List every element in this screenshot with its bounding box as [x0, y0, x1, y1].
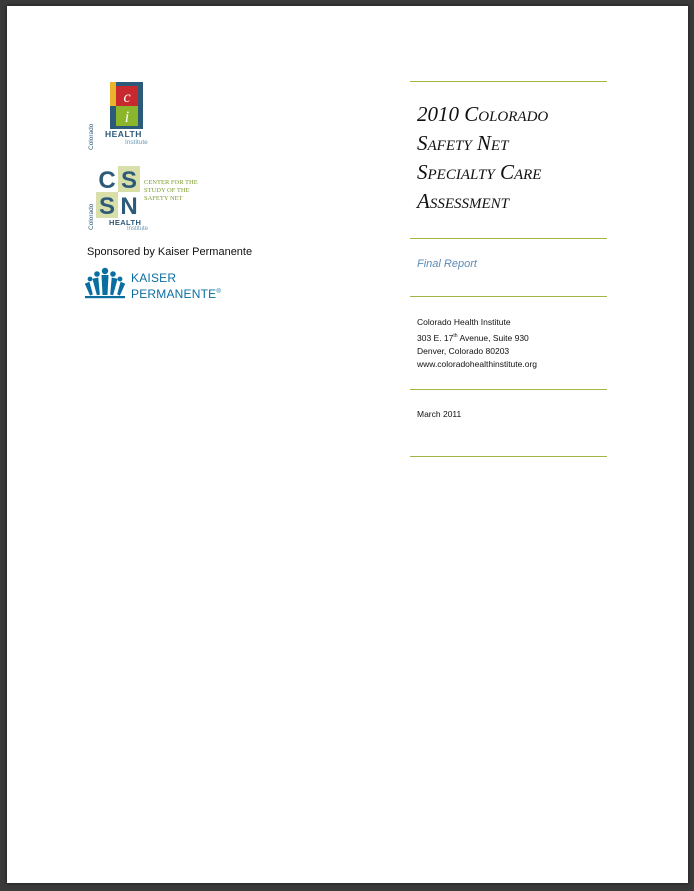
cssn-line-1: CENTER FOR THE: [144, 179, 198, 186]
divider-top: [410, 81, 607, 82]
cssn-line-3: SAFETY NET: [144, 195, 183, 202]
kaiser-wordmark-line1: KAISER: [131, 271, 177, 285]
report-subtitle: Final Report: [417, 258, 477, 270]
address-street-sup: th: [453, 332, 458, 339]
chi-logo-health: HEALTH: [105, 129, 142, 139]
cssn-line-2: STUDY OF THE: [144, 187, 190, 194]
kaiser-wordmark-line2: PERMANENTE: [131, 287, 217, 301]
address-city: Denver, Colorado 80203: [417, 345, 510, 356]
cssn-letter-s1: S: [120, 167, 138, 194]
title-line-3: Specialty Care: [417, 160, 542, 184]
address-street: [417, 330, 537, 345]
title-line-2: Safety Net: [417, 131, 509, 155]
divider-after-address: [410, 389, 607, 390]
kaiser-people-icon: [85, 266, 125, 300]
title-line-4: Assessment: [417, 189, 509, 213]
chi-logo-letter-c: c: [123, 89, 131, 106]
chi-logo-colorado-label: Colorado: [88, 123, 95, 150]
cssn-letter-s2: S: [98, 193, 116, 218]
address-street-post: Avenue, Suite 930: [457, 332, 529, 343]
cssn-letter-n: N: [120, 193, 138, 218]
chi-logo-institute: Institute: [125, 139, 148, 146]
address-web: www.coloradohealthinstitute.org: [417, 359, 538, 370]
chi-logo-mark: [110, 82, 143, 129]
cssn-letter-c: C: [98, 167, 116, 194]
cssn-logo-mark: [96, 166, 140, 218]
divider-after-subtitle: [410, 296, 607, 297]
divider-bottom: [410, 456, 607, 457]
divider-after-title: [410, 238, 607, 239]
address-street-pre: 303 E. 17: [417, 332, 454, 343]
kaiser-permanente-wordmark: [131, 271, 221, 301]
cssn-logo-center-text: [144, 179, 198, 203]
cssn-logo-colorado-label: Colorado: [88, 203, 95, 230]
report-date: March 2011: [417, 409, 462, 419]
kaiser-registered-mark: ®: [216, 289, 221, 295]
kaiser-wordmark-line2-wrap: [131, 285, 221, 301]
kaiser-permanente-logo: [85, 264, 235, 304]
cssn-logo-institute: Institute: [127, 226, 149, 232]
cssn-logo: [87, 166, 227, 236]
address-org: Colorado Health Institute: [417, 317, 511, 327]
report-title: [417, 100, 607, 216]
title-line-1: 2010 Colorado: [417, 102, 549, 126]
colorado-health-institute-logo: [87, 82, 157, 154]
cssn-logo-health: HEALTH: [109, 218, 142, 227]
chi-logo-letter-i: i: [124, 109, 130, 126]
report-cover-page: [7, 6, 688, 883]
publisher-address: [417, 316, 537, 372]
sponsor-label: Sponsored by Kaiser Permanente: [87, 246, 253, 258]
